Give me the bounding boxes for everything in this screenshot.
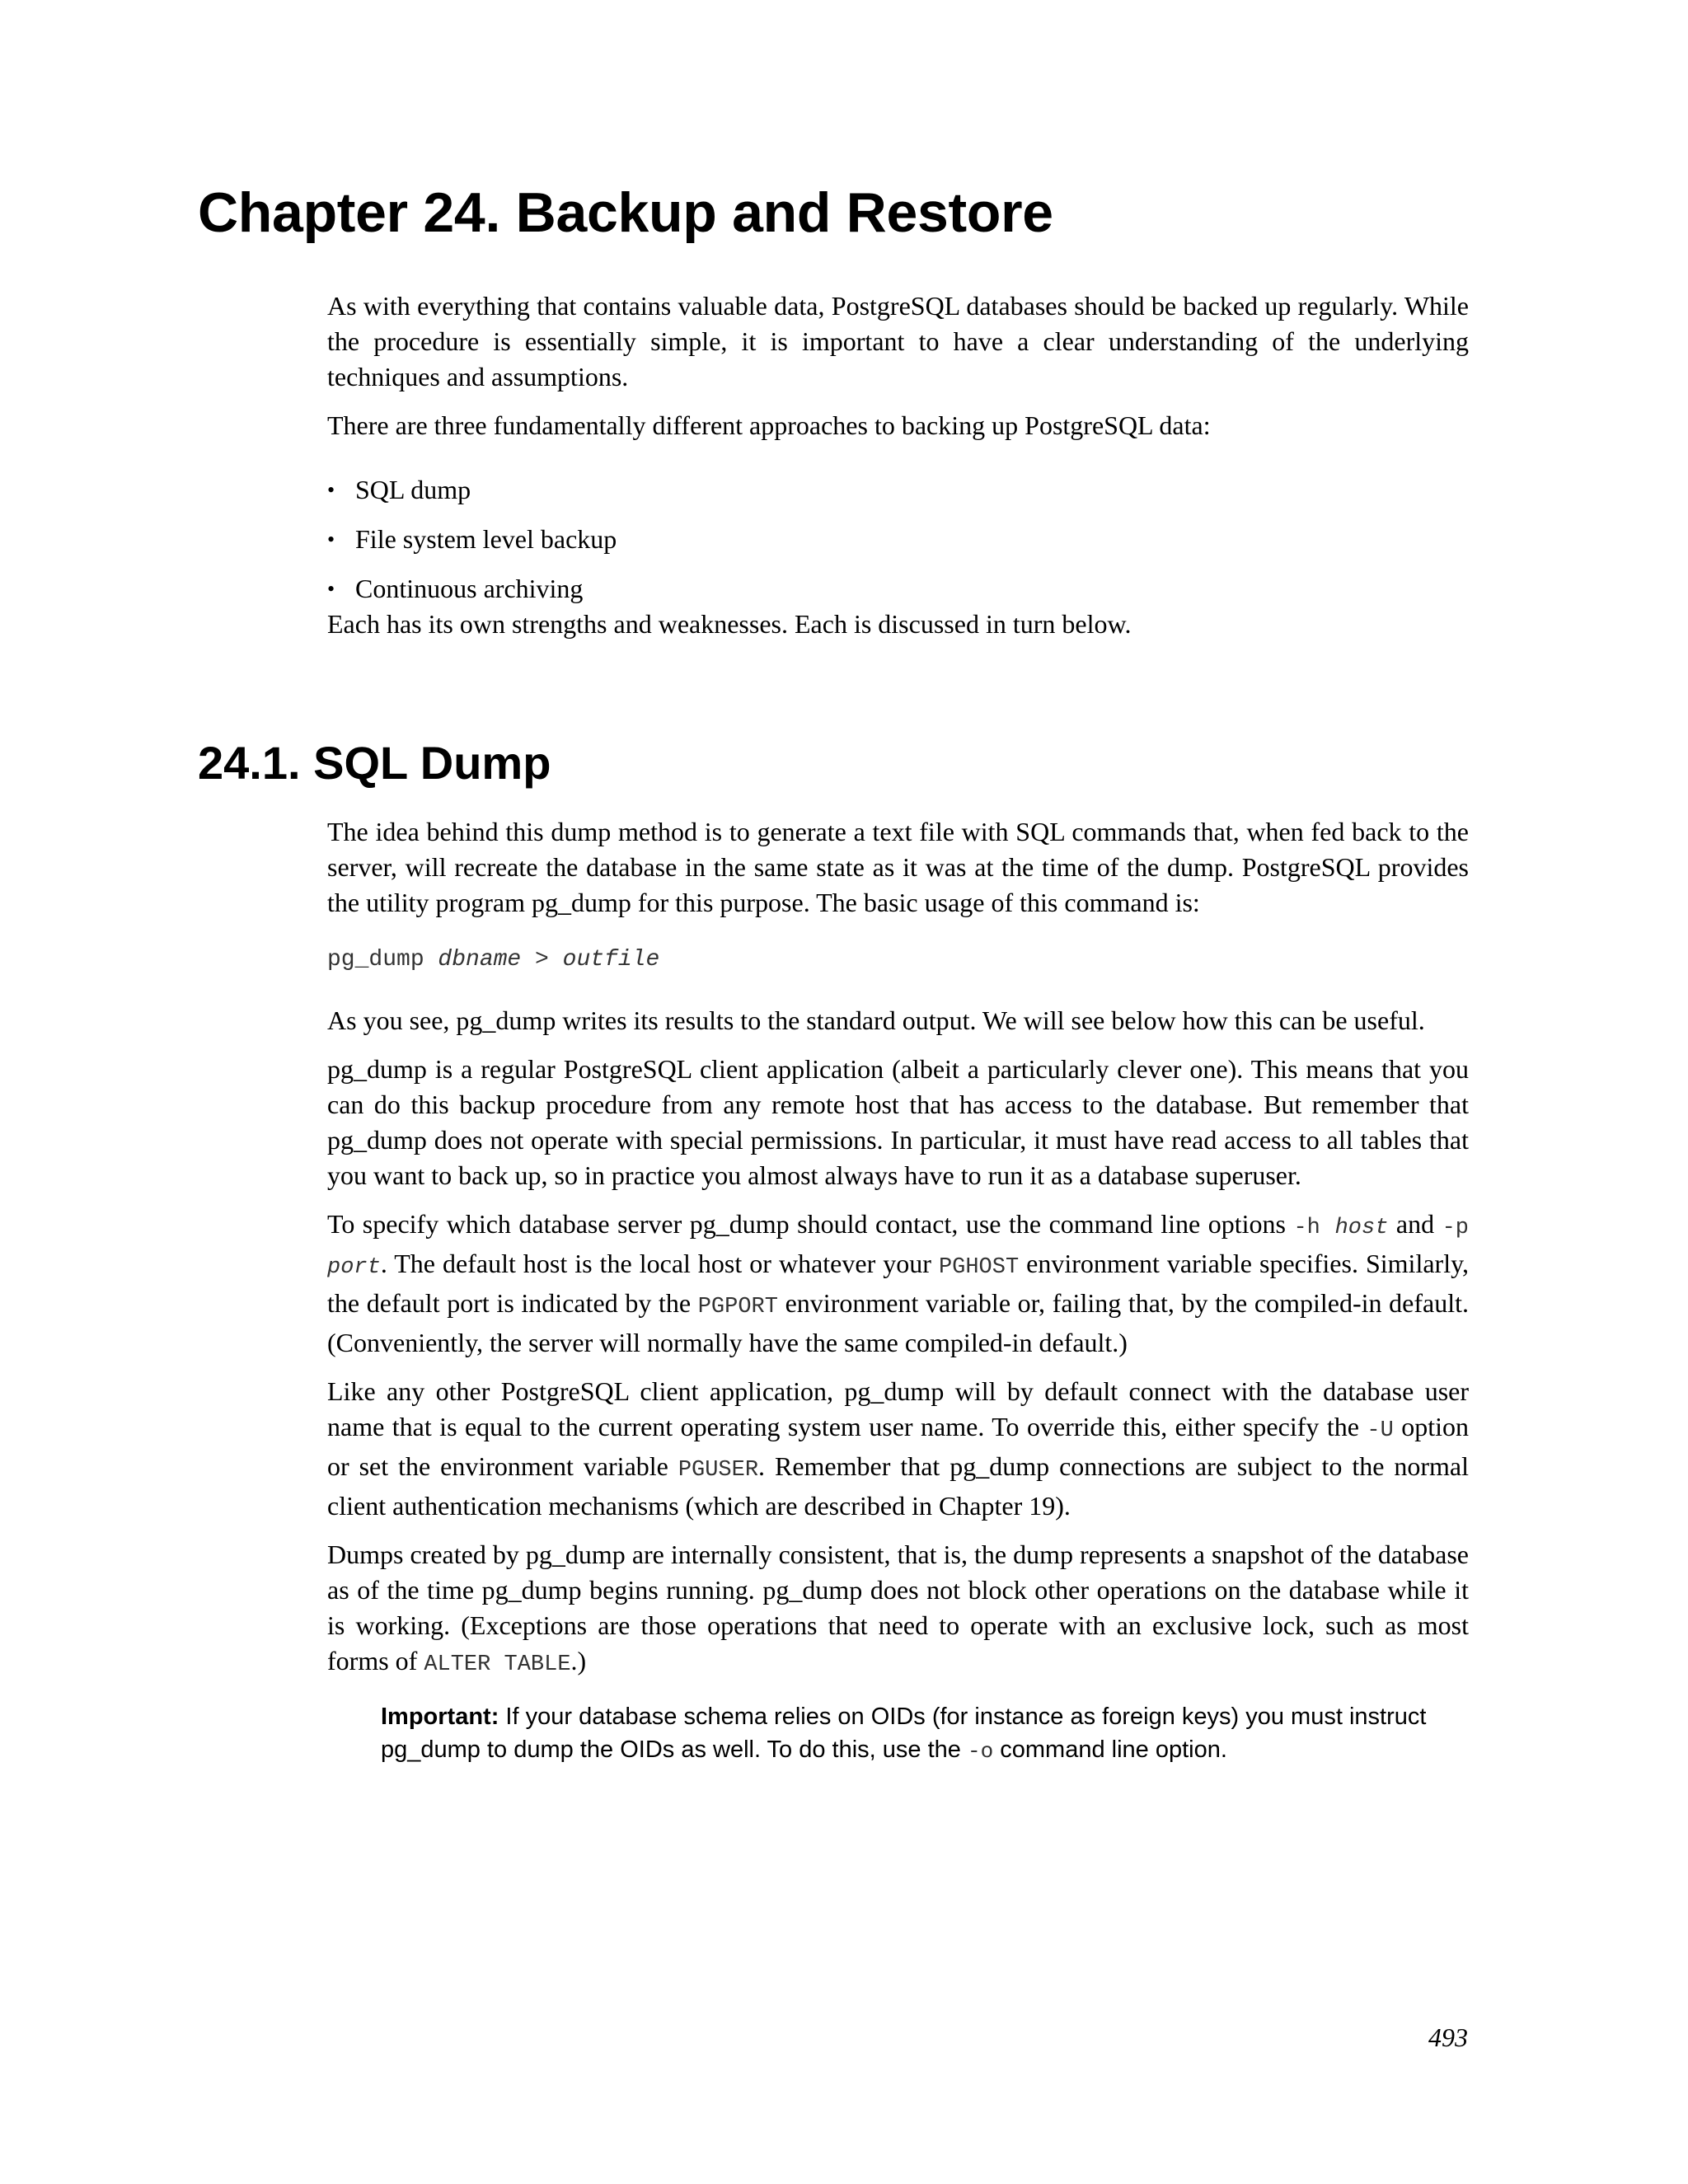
text-run: . Remember that pg_dump connections are subject to the normal client authentication mechanisms (which are described in Chapter 19). bbox=[327, 1451, 1470, 1521]
text-run: Like any other PostgreSQL client application, pg_dump will by default connect with the database user name that is equal to the current operating system user name. To override this, either specify the bbox=[327, 1376, 1469, 1441]
text-run: If your database schema relies on OIDs (for instance as foreign keys) you must instruct pg_dump to dump the OIDs as well. To do this, use the bbox=[381, 1704, 1427, 1763]
code-command: pg_dump bbox=[327, 947, 438, 972]
bullet-icon: • bbox=[327, 478, 335, 502]
option-h: -h bbox=[1293, 1216, 1335, 1240]
bullet-icon: • bbox=[327, 577, 335, 601]
option-port: port bbox=[327, 1255, 381, 1280]
text-run: command line option. bbox=[993, 1736, 1227, 1763]
env-pgport: PGPORT bbox=[697, 1295, 778, 1319]
text-run: .) bbox=[570, 1646, 587, 1675]
text-run: . The default host is the local host or whatever your bbox=[380, 1249, 939, 1278]
text-run: Dumps created by pg_dump are internally consistent, that is, the dump represents a snapshot of the database as of the time pg_dump begins running. pg_dump does not block other operations on the database while it is working. (Exceptions are those operations that need to operate with an exclusive lock, such as most forms of bbox=[327, 1540, 1469, 1675]
list-item-label: SQL dump bbox=[355, 475, 471, 504]
text-run: option or set the environment variable bbox=[327, 1412, 1470, 1481]
text-run: environment variable or, failing that, by the compiled-in default. (Conveniently, the server will normally have the same compiled-in default.) bbox=[327, 1288, 1470, 1357]
section-paragraph-3: pg_dump is a regular PostgreSQL client application (albeit a particularly clever one). This means that you can do this backup procedure from any remote host that has access to the database. But remember that pg_dump does not operate with special permissions. In particular, it must have read access to all tables that you want to back up, so in practice you almost always have to run it as a database superuser. bbox=[327, 1054, 1469, 1190]
list-item-label: File system level backup bbox=[355, 524, 617, 554]
chapter-intro bbox=[327, 288, 1469, 642]
code-example bbox=[327, 944, 1469, 977]
intro-paragraph-1: As with everything that contains valuable data, PostgreSQL databases should be backed up regularly. While the procedure is essentially simple, it is important to have a clear understanding of the underlying techniques and assumptions. bbox=[327, 291, 1469, 391]
list-item-label: Continuous archiving bbox=[355, 574, 584, 603]
intro-paragraph-3: Each has its own strengths and weaknesses. Each is discussed in turn below. bbox=[327, 609, 1132, 639]
option-u: -U bbox=[1367, 1418, 1394, 1443]
note-label: Important: bbox=[381, 1704, 499, 1730]
command-alter-table: ALTER TABLE bbox=[424, 1652, 571, 1677]
env-pghost: PGHOST bbox=[938, 1255, 1020, 1280]
section-paragraph-4 bbox=[327, 1207, 1469, 1361]
env-pguser: PGUSER bbox=[678, 1458, 759, 1483]
intro-paragraph-2: There are three fundamentally different approaches to backing up PostgreSQL data: bbox=[327, 410, 1211, 440]
page-number: 493 bbox=[1428, 2022, 1468, 2052]
code-arg-outfile: outfile bbox=[562, 947, 660, 972]
section-body bbox=[327, 814, 1469, 1683]
code-redirect: > bbox=[521, 947, 563, 972]
section-paragraph-1: The idea behind this dump method is to generate a text file with SQL commands that, when fed back to the server, will recreate the database in the same state as it was at the time of the dump. PostgreSQL provides the utility program pg_dump for this purpose. The basic usage of this command is: bbox=[327, 817, 1469, 917]
text-run: and bbox=[1388, 1209, 1442, 1239]
section-title: 24.1. SQL Dump bbox=[198, 737, 551, 789]
list-item bbox=[327, 571, 1469, 621]
list-item bbox=[327, 472, 1469, 522]
bullet-icon: • bbox=[327, 527, 335, 551]
section-paragraph-2: As you see, pg_dump writes its results to the standard output. We will see below how this can be useful. bbox=[327, 1005, 1425, 1035]
text-run: To specify which database server pg_dump should contact, use the command line options bbox=[327, 1209, 1294, 1239]
option-p: -p bbox=[1442, 1216, 1470, 1240]
option-o: -o bbox=[967, 1739, 994, 1764]
code-arg-dbname: dbname bbox=[438, 947, 522, 972]
section-paragraph-6 bbox=[327, 1537, 1469, 1683]
section-paragraph-5 bbox=[327, 1374, 1469, 1524]
option-host: host bbox=[1334, 1216, 1389, 1240]
list-item bbox=[327, 522, 1469, 571]
approaches-list bbox=[327, 472, 1469, 621]
chapter-title: Chapter 24. Backup and Restore bbox=[198, 181, 1053, 244]
text-run: environment variable specifies. Similarly, the default port is indicated by the bbox=[327, 1249, 1470, 1318]
important-note bbox=[381, 1700, 1469, 1768]
